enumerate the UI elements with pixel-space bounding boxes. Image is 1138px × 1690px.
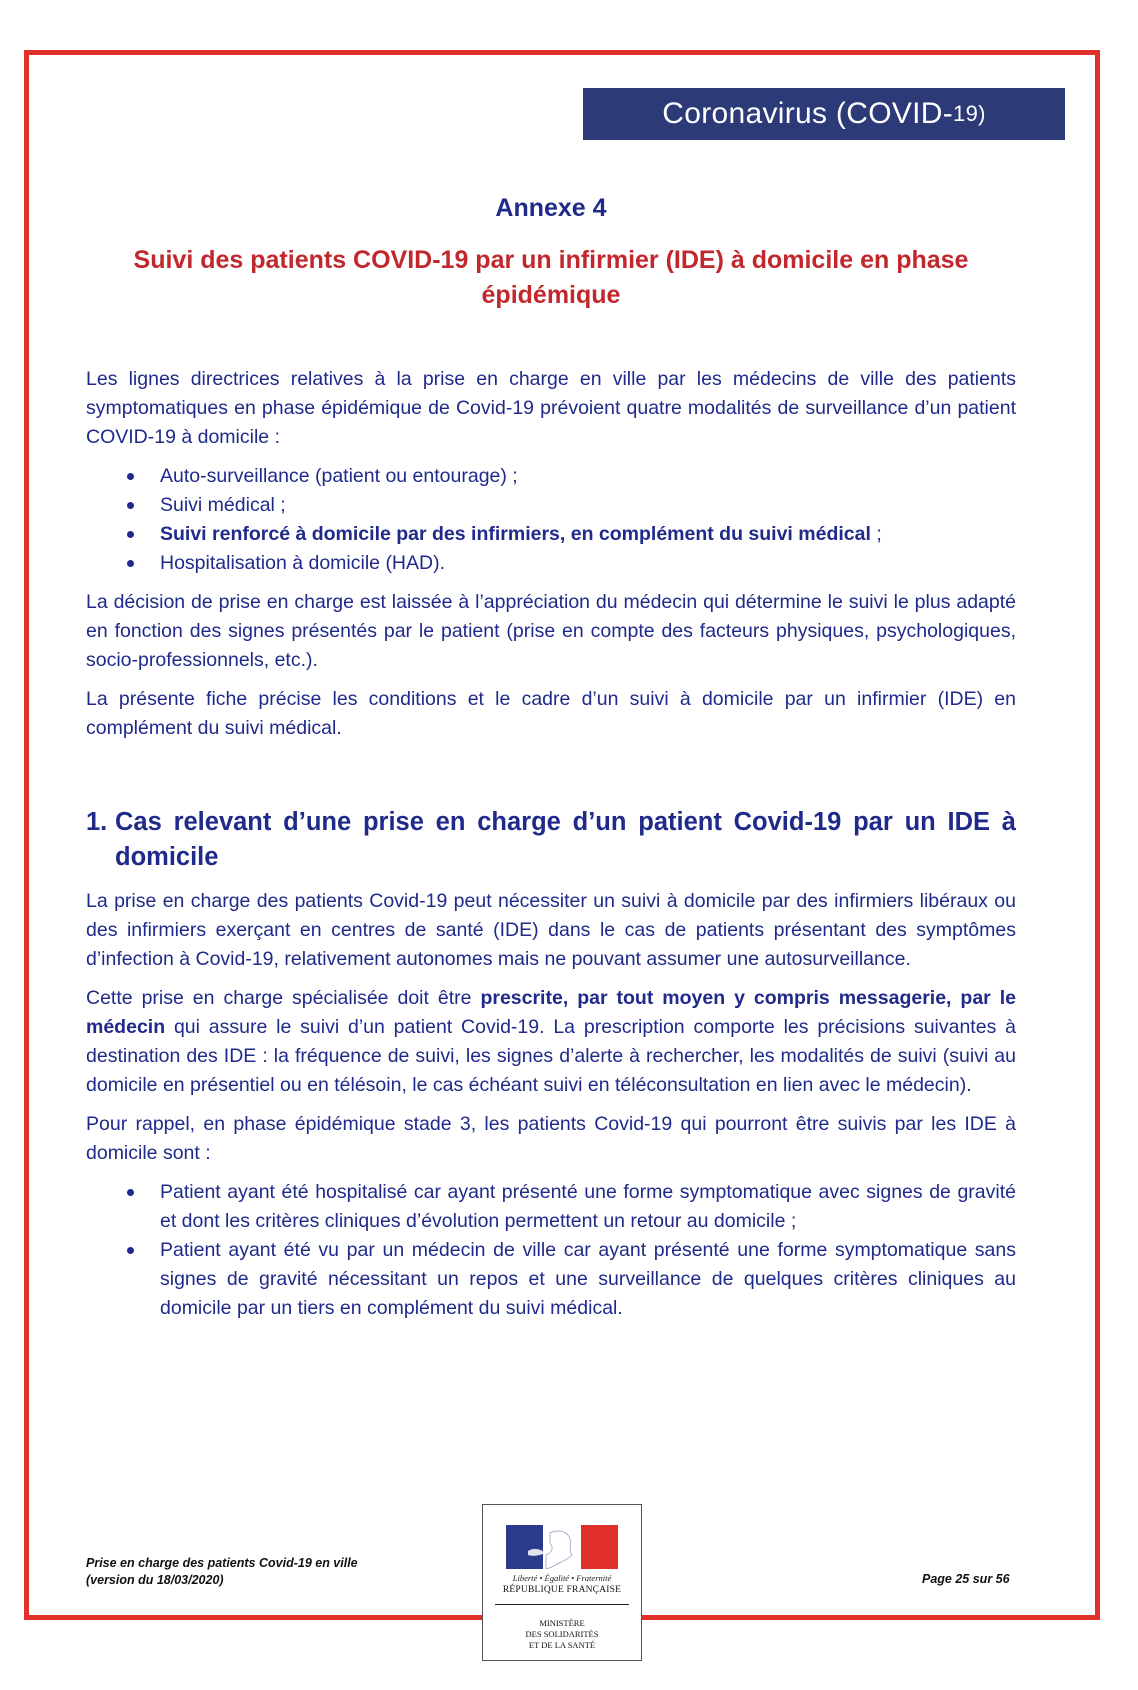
bullet-icon <box>127 1189 134 1196</box>
banner-title-number: 19) <box>953 101 986 126</box>
list-item-text: Hospitalisation à domicile (HAD). <box>160 552 446 574</box>
footer-version: (version du 18/03/2020) <box>86 1573 224 1587</box>
ministry-logo <box>482 1504 642 1661</box>
subtitle-line-2: épidémique <box>481 281 621 309</box>
document-subtitle <box>86 243 1016 313</box>
list-item <box>86 462 1016 491</box>
paragraph-text: qui assure le suivi d’un patient Covid-19. La prescription comporte les précisions suivantes à destination des IDE : la fréquence de suivi, les signes d’alerte à rechercher, les modalités de suivi (suivi au domicile en présentiel ou en télésoin, le cas échéant suivi en téléconsultation en lien avec le médecin). <box>86 1016 1016 1096</box>
paragraph-text-bold: prescrite, par tout moyen y compris messagerie, par le médecin <box>86 987 1016 1038</box>
logo-motto: Liberté • Égalité • Fraternité <box>512 1573 612 1583</box>
logo-ministry <box>483 1618 641 1651</box>
list-item-text: Auto-surveillance (patient ou entourage) ; <box>160 465 518 487</box>
logo-republic: RÉPUBLIQUE FRANÇAISE <box>502 1585 622 1595</box>
ministry-line: DES SOLIDARITÉS <box>525 1629 599 1639</box>
footer-document-info <box>86 1555 358 1589</box>
ministry-line: ET DE LA SANTÉ <box>528 1640 596 1650</box>
footer-page-number: Page 25 sur 56 <box>922 1572 1010 1586</box>
annex-title: Annexe 4 <box>495 194 607 222</box>
banner-title: Coronavirus (COVID- <box>662 97 954 130</box>
section-1-heading <box>86 805 1016 875</box>
main-content <box>86 365 1016 1333</box>
section-title: Cas relevant d’une prise en charge d’un patient Covid-19 par un IDE à domicile <box>115 808 1016 871</box>
section-1-paragraph-2 <box>86 984 1016 1100</box>
eligible-patients-list <box>86 1178 1016 1323</box>
footer-doc-title: Prise en charge des patients Covid-19 en ville <box>86 1556 358 1570</box>
marianne-flag-icon <box>506 1525 618 1569</box>
paragraph-text: Cette prise en charge spécialisée doit être <box>86 987 481 1009</box>
bullet-icon <box>127 502 134 509</box>
modalities-list <box>86 462 1016 578</box>
list-item <box>86 549 1016 578</box>
intro-paragraph-3: La présente fiche précise les conditions et le cadre d’un suivi à domicile par un infirmier (IDE) en complément du suivi médical. <box>86 688 1016 739</box>
subtitle-line-1: Suivi des patients COVID-19 par un infirmier (IDE) à domicile en phase <box>133 246 969 274</box>
bullet-icon <box>127 531 134 538</box>
ministry-line: MINISTÈRE <box>539 1618 585 1628</box>
intro-paragraph-2: La décision de prise en charge est laissée à l’appréciation du médecin qui détermine le suivi le plus adapté en fonction des signes présentés par le patient (prise en compte des facteurs physiques, psychologiques, socio-professionnels, etc.). <box>86 591 1016 671</box>
bullet-icon <box>127 1247 134 1254</box>
list-item <box>86 520 1016 549</box>
list-item <box>86 1236 1016 1323</box>
section-1-paragraph-1: La prise en charge des patients Covid-19 peut nécessiter un suivi à domicile par des infirmiers libéraux ou des infirmiers exerçant en centres de santé (IDE) dans le cas de patients présentant des symptômes d’infection à Covid-19, relativement autonomes mais ne pouvant assumer une autosurveillance. <box>86 890 1016 970</box>
list-item <box>86 491 1016 520</box>
list-item-text-bold: Suivi renforcé à domicile par des infirmiers, en complément du suivi médical <box>160 523 871 545</box>
header-banner <box>583 88 1065 140</box>
section-1-paragraph-3: Pour rappel, en phase épidémique stade 3, les patients Covid-19 qui pourront être suivis par les IDE à domicile sont : <box>86 1113 1016 1164</box>
logo-divider <box>495 1604 629 1605</box>
list-item <box>86 1178 1016 1236</box>
bullet-icon <box>127 560 134 567</box>
bullet-icon <box>127 473 134 480</box>
list-item-text: Patient ayant été hospitalisé car ayant présenté une forme symptomatique avec signes de gravité et dont les critères cliniques d’évolution permettent un retour au domicile ; <box>160 1181 1016 1232</box>
title-block <box>86 194 1016 313</box>
list-item-text: Suivi médical ; <box>160 494 286 516</box>
intro-paragraph-1: Les lignes directrices relatives à la prise en charge en ville par les médecins de ville des patients symptomatiques en phase épidémique de Covid-19 prévoient quatre modalités de surveillance d’un patient COVID-19 à domicile : <box>86 368 1016 448</box>
section-number: 1. <box>86 808 108 836</box>
list-item-suffix: ; <box>870 523 882 545</box>
list-item-text: Patient ayant été vu par un médecin de ville car ayant présenté une forme symptomatique sans signes de gravité nécessitant un repos et une surveillance de quelques critères cliniques au domicile par un tiers en complément du suivi médical. <box>160 1239 1016 1319</box>
